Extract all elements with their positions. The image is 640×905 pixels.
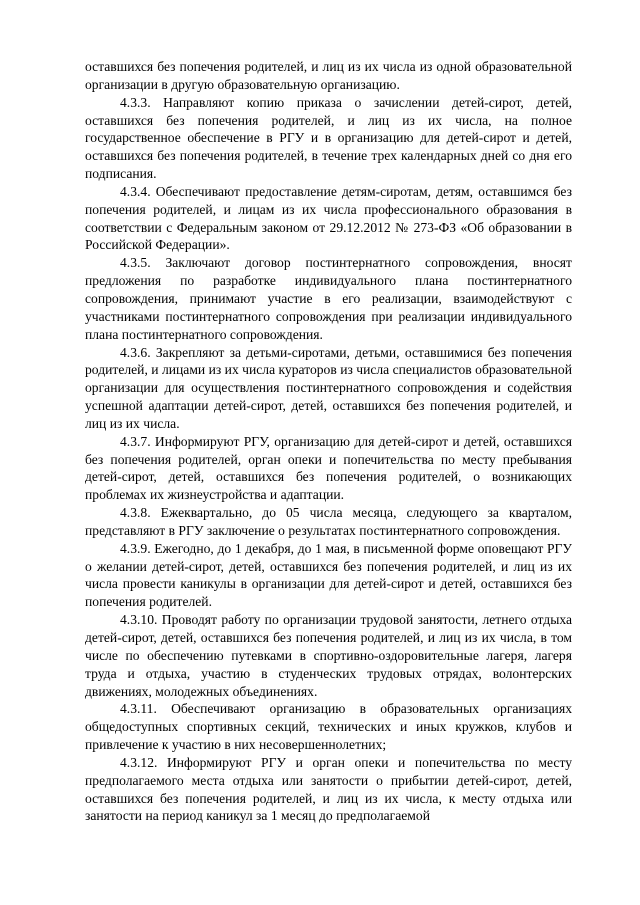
paragraph-4-3-7: 4.3.7. Информируют РГУ, организацию для детей-сирот и детей, оставшихся без попечения родителей, орган опеки и попечительства по месту пребывания детей-сирот, детей, оставшихся без попечения родителей, о возникающих проблемах их жизнеустройства и адаптации. bbox=[85, 433, 572, 503]
paragraph-continuation: оставшихся без попечения родителей, и лиц из их числа из одной образовательной организации в другую образовательную организацию. bbox=[85, 59, 572, 92]
document-body bbox=[85, 58, 572, 825]
paragraph-4-3-12: 4.3.12. Информируют РГУ и орган опеки и попечительства по месту предполагаемого места отдыха или занятости о прибытии детей-сирот, детей, оставшихся без попечения родителей, и лиц из их числа, к месту отдыха или занятости на период каникул за 1 месяц до предполагаемой bbox=[85, 754, 572, 824]
paragraph-4-3-5: 4.3.5. Заключают договор постинтернатного сопровождения, вносят предложения по разработке индивидуального плана постинтернатного сопровождения, принимают участие в его реализации, взаимодействуют с участниками постинтернатного сопровождения при реализации индивидуального плана постинтернатного сопровождения. bbox=[85, 255, 572, 342]
paragraph-4-3-11: 4.3.11. Обеспечивают организацию в образовательных организациях общедоступных спортивных секций, технических и иных кружков, клубов и привлечение к участию в них несовершеннолетних; bbox=[85, 701, 572, 753]
paragraph-4-3-6: 4.3.6. Закрепляют за детьми-сиротами, детьми, оставшимися без попечения родителей, и лицами из их числа кураторов из числа специалистов образовательной организации для осуществления постинтернатного сопровождения и содействия успешной адаптации детей-сирот, детей, оставшихся без попечения родителей, и лиц из их числа. bbox=[85, 344, 572, 431]
paragraph-4-3-9: 4.3.9. Ежегодно, до 1 декабря, до 1 мая, в письменной форме оповещают РГУ о желании детей-сирот, детей, оставшихся без попечения родителей, и лиц из их числа провести каникулы в организации для детей-сирот и детей, оставшихся без попечения родителей. bbox=[85, 540, 572, 610]
paragraph-4-3-10: 4.3.10. Проводят работу по организации трудовой занятости, летнего отдыха детей-сирот, детей, оставшихся без попечения родителей, и лиц из их числа, в том числе по обеспечению путевками в спортивно-оздоровительные лагеря, лагеря труда и отдыха, участию в студенческих трудовых отрядах, волонтерских движениях, молодежных объединениях. bbox=[85, 612, 572, 699]
paragraph-4-3-8: 4.3.8. Ежеквартально, до 05 числа месяца, следующего за кварталом, представляют в РГУ заключение о результатах постинтернатного сопровождения. bbox=[85, 505, 572, 538]
paragraph-4-3-4: 4.3.4. Обеспечивают предоставление детям-сиротам, детям, оставшимся без попечения родителей, и лицам из их числа профессионального образования в соответствии с Федеральным законом от 29.12.2012 № 273-ФЗ «Об образовании в Российской Федерации». bbox=[85, 183, 572, 253]
paragraph-4-3-3: 4.3.3. Направляют копию приказа о зачислении детей-сирот, детей, оставшихся без попечения родителей, и лиц из их числа, на полное государственное обеспечение в РГУ и в организацию для детей-сирот и детей, оставшихся без попечения родителей, в течение трех календарных дней со дня его подписания. bbox=[85, 94, 572, 182]
